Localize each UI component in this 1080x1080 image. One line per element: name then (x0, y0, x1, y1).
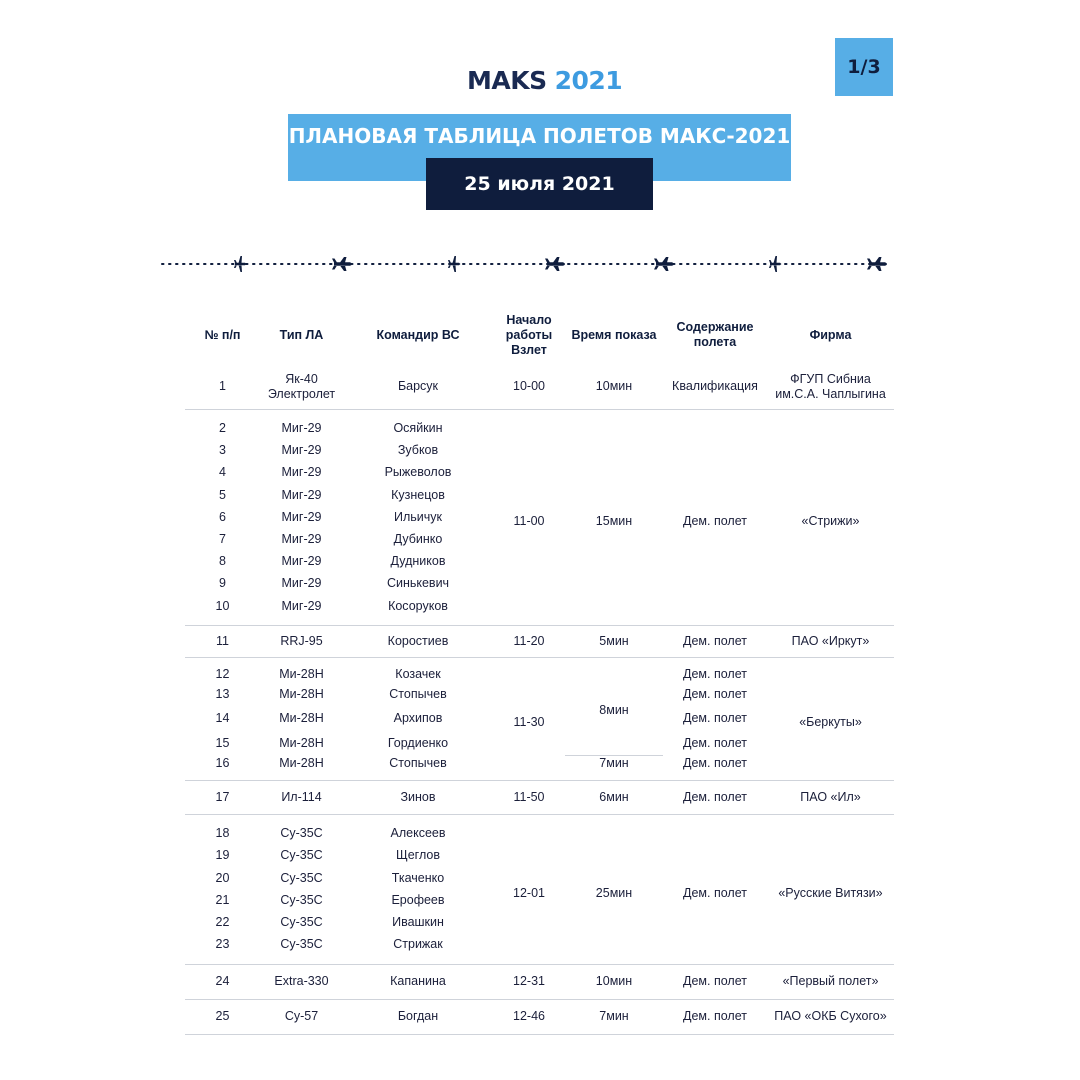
row-commander: Дудников (390, 554, 446, 569)
row-num: 8 (219, 554, 226, 569)
table-row (185, 999, 894, 1034)
row-num: 2 (219, 421, 226, 436)
table-row (185, 626, 894, 658)
row-num: 1 (185, 365, 260, 409)
row-type: RRJ-95 (260, 626, 343, 658)
row-commander: Барсук (343, 365, 493, 409)
row-type: Су-35С (280, 870, 323, 885)
row-duration: 5мин (565, 626, 663, 658)
row-type: Ми-28Н (260, 756, 343, 781)
row-type: Су-35С (280, 848, 323, 863)
row-num: 5 (219, 487, 226, 502)
row-type: Ми-28Н (279, 686, 324, 701)
row-commander: Синькевич (386, 576, 450, 591)
row-num: 13 (215, 686, 230, 701)
table-row (185, 658, 894, 683)
row-commander: Дубинко (393, 532, 443, 547)
airplane-icon (448, 256, 461, 272)
row-company: «Первый полет» (767, 964, 894, 999)
row-commander: Кузнецов (391, 487, 445, 502)
row-type: Extra-330 (260, 964, 343, 999)
header-num: № п/п (204, 327, 241, 342)
row-commander: Рыжеволов (384, 465, 452, 480)
row-commander: Ильичук (393, 509, 442, 524)
row-content: Квалификация (663, 365, 767, 409)
row-content: Дем. полет (663, 409, 767, 626)
row-commander: Ерофеев (391, 892, 445, 907)
row-company: ПАО «ОКБ Сухого» (767, 999, 894, 1034)
airplane-icon (234, 256, 247, 272)
row-type: Миг-29 (281, 576, 322, 591)
row-num: 17 (185, 780, 260, 814)
maks-logo (467, 62, 622, 98)
row-num: 3 (219, 443, 226, 458)
row-company: ФГУП Сибниа им.С.А. Чаплыгина (767, 365, 894, 409)
airplane-icon (867, 257, 887, 271)
airplane-icon (654, 257, 674, 271)
row-duration: 7мин (565, 756, 663, 781)
row-num: 21 (215, 892, 230, 907)
row-company: «Беркуты» (767, 658, 894, 781)
table-row (185, 365, 894, 409)
row-num: 9 (219, 576, 226, 591)
row-duration: 6мин (565, 780, 663, 814)
row-commander: Коростиев (343, 626, 493, 658)
row-type: Миг-29 (281, 487, 322, 502)
row-num: 23 (185, 934, 260, 965)
header-start: Начало работы Взлет (505, 312, 553, 357)
row-commander: Косоруков (343, 595, 493, 626)
header-duration: Время показа (571, 327, 657, 342)
row-start: 12-46 (493, 999, 565, 1034)
logo-text: MAKS (467, 65, 547, 95)
row-content: Дем. полет (663, 756, 767, 781)
row-type: Ми-28Н (279, 735, 324, 750)
page-title: ПЛАНОВАЯ ТАБЛИЦА ПОЛЕТОВ МАКС-2021 (288, 114, 791, 181)
row-start: 11-50 (493, 780, 565, 814)
airplane-icon (332, 257, 352, 271)
row-type: Миг-29 (260, 595, 343, 626)
flight-schedule-table (185, 305, 894, 1035)
row-type: Ми-28Н (279, 666, 324, 681)
row-content: Дем. полет (683, 711, 747, 726)
row-content: Дем. полет (663, 780, 767, 814)
row-company: ПАО «Иркут» (767, 626, 894, 658)
row-commander: Гордиенко (387, 735, 449, 750)
row-start: 11-00 (493, 409, 565, 626)
row-content: Дем. полет (683, 666, 747, 681)
row-type: Миг-29 (281, 443, 322, 458)
row-num: 16 (185, 756, 260, 781)
row-start: 12-31 (493, 964, 565, 999)
table-header-row (185, 305, 894, 365)
table-row (185, 409, 894, 440)
row-num: 6 (219, 509, 226, 524)
row-company: «Русские Витязи» (767, 814, 894, 964)
row-num: 10 (185, 595, 260, 626)
row-duration: 8мин (565, 658, 663, 756)
row-type: Миг-29 (281, 421, 322, 436)
row-num: 22 (215, 915, 230, 930)
row-commander: Капанина (343, 964, 493, 999)
row-company: «Стрижи» (767, 409, 894, 626)
row-start: 12-01 (493, 814, 565, 964)
row-company: ПАО «Ил» (767, 780, 894, 814)
row-num: 11 (185, 626, 260, 658)
row-content: Дем. полет (663, 814, 767, 964)
row-content: Дем. полет (663, 626, 767, 658)
logo-year: 2021 (554, 65, 623, 95)
row-num: 14 (215, 711, 230, 726)
row-duration: 10мин (565, 964, 663, 999)
row-num: 19 (215, 848, 230, 863)
page-indicator: 1/3 (835, 38, 893, 96)
row-start: 11-30 (493, 658, 565, 781)
row-type: Миг-29 (281, 554, 322, 569)
table-row (185, 780, 894, 814)
row-type: Як-40 Электролет (260, 365, 343, 409)
row-num: 12 (215, 666, 230, 681)
row-commander: Стопычев (343, 756, 493, 781)
row-type: Су-35С (280, 892, 323, 907)
row-commander: Зинов (343, 780, 493, 814)
table-row (185, 814, 894, 845)
row-type: Ми-28Н (279, 711, 324, 726)
row-content: Дем. полет (663, 964, 767, 999)
row-type: Миг-29 (281, 532, 322, 547)
row-type: Миг-29 (281, 465, 322, 480)
row-content: Дем. полет (683, 686, 747, 701)
row-duration: 15мин (565, 409, 663, 626)
row-duration: 10мин (565, 365, 663, 409)
row-num: 7 (219, 532, 226, 547)
row-duration: 25мин (565, 814, 663, 964)
header-company: Фирма (809, 327, 852, 342)
row-duration: 7мин (565, 999, 663, 1034)
row-start: 10-00 (493, 365, 565, 409)
table-row (185, 964, 894, 999)
row-type: Су-35С (280, 826, 323, 841)
row-commander: Богдан (343, 999, 493, 1034)
row-commander: Щеглов (396, 848, 440, 863)
header-commander: Командир ВС (376, 327, 460, 342)
airplane-icon (545, 257, 565, 271)
row-start: 11-20 (493, 626, 565, 658)
row-num: 24 (185, 964, 260, 999)
airplane-icon (769, 256, 782, 272)
schedule-date: 25 июля 2021 (426, 158, 653, 210)
row-type: Ил-114 (260, 780, 343, 814)
row-type: Миг-29 (281, 509, 322, 524)
airplane-divider (160, 250, 895, 278)
row-content: Дем. полет (663, 999, 767, 1034)
row-num: 18 (215, 826, 230, 841)
header-type: Тип ЛА (279, 327, 324, 342)
row-commander: Ивашкин (392, 915, 444, 930)
row-commander: Архипов (393, 711, 443, 726)
row-type: Су-35С (280, 915, 323, 930)
row-commander: Стопычев (389, 686, 447, 701)
row-type: Су-35С (260, 934, 343, 965)
row-commander: Осяйкин (393, 421, 443, 436)
row-num: 4 (219, 465, 226, 480)
row-commander: Алексеев (390, 826, 446, 841)
row-type: Су-57 (260, 999, 343, 1034)
row-num: 15 (215, 735, 230, 750)
row-content: Дем. полет (683, 735, 747, 750)
row-commander: Ткаченко (391, 870, 445, 885)
row-commander: Стрижак (343, 934, 493, 965)
row-num: 25 (185, 999, 260, 1034)
row-num: 20 (215, 870, 230, 885)
header-content: Содержание полета (676, 320, 754, 349)
row-commander: Зубков (397, 443, 439, 458)
row-commander: Козачек (395, 666, 441, 681)
